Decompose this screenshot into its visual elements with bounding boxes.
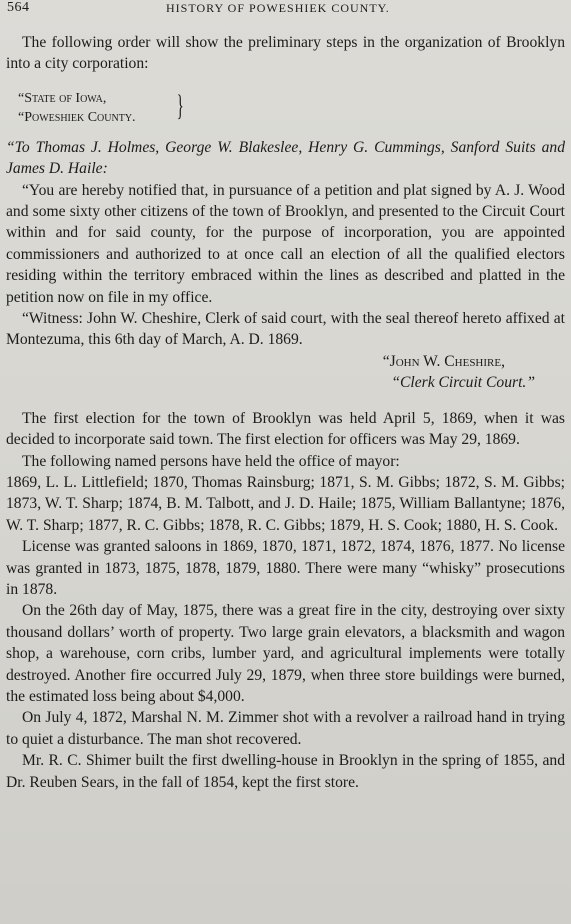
shimer-paragraph: Mr. R. C. Shimer built the first dwelling-house in Brooklyn in the spring of 1855, and Dr. Reuben Sears, in the fall of 1854, kept the first store. [6, 752, 565, 791]
signature-title: “Clerk Circuit Court.” [391, 374, 535, 392]
intro-paragraph: The following order will show the preliminary steps in the organization of Brooklyn into a city corporation: [6, 34, 565, 73]
mayors-intro: The following named persons have held the office of mayor: [22, 452, 400, 470]
page-number: 564 [7, 0, 30, 15]
venue-state: “State of Iowa, [18, 90, 107, 106]
election-paragraph: The first election for the town of Brooklyn was held April 5, 1869, when it was decided to incorporate said town. The first election for officers was May 29, 1869. [6, 409, 565, 449]
fire-paragraph: On the 26th day of May, 1875, there was a great fire in the city, destroying over sixty thousand dollars’ worth of property. Two large grain elevators, a blacksmith and wagon shop, a warehouse, corn cribs, lumber yard, and agricultural implements were totally destroyed. Another fire occurred July 29, 1879, when three store buildings were burned, the estimated loss being about $4,000. [6, 602, 565, 705]
mayors-list: 1869, L. L. Littlefield; 1870, Thomas Rainsburg; 1871, S. M. Gibbs; 1872, S. M. Gibbs; 1873, W. T. Sharp; 1874, B. M. Talbott, and J. D. Haile; 1875, William Ballantyne; 1876, W. T. Sharp; 1877, R. C. Gibbs; 1878, R. C. Gibbs; 1879, H. S. Cook; 1880, H. S. Cook. [6, 473, 565, 534]
section-gap [6, 394, 565, 408]
order-paragraph: “You are hereby notified that, in pursuance of a petition and plat signed by A. J. Wood and some sixty other citizens of the town of Brooklyn, and presented to the Circuit Court within and for said county, for the purpose of incorporation, you are appointed commissioners and authorized to at once call an election of all the qualified electors residing within the territory embraced within the lines as described and platted in the petition now on file in my office. [6, 181, 565, 306]
running-head: HISTORY OF POWESHIEK COUNTY. [166, 1, 390, 15]
license-paragraph: License was granted saloons in 1869, 1870, 1871, 1872, 1874, 1876, 1877. No license was granted in 1873, 1875, 1878, 1879, 1880. There were many “whisky” prosecutions in 1878. [6, 538, 565, 598]
venue-county: “Poweshiek County. [18, 109, 136, 125]
brace-glyph: } [176, 88, 184, 122]
marshal-paragraph: On July 4, 1872, Marshal N. M. Zimmer shot with a revolver a railroad hand in trying to quiet a disturbance. The man shot recovered. [6, 709, 565, 748]
venue-block [18, 89, 565, 127]
witness-paragraph: “Witness: John W. Cheshire, Clerk of said court, with the seal thereof hereto affixed at Montezuma, this 6th day of March, A. D. 1869. [6, 310, 565, 349]
page-header [6, 0, 565, 22]
signature-name: “John W. Cheshire, [382, 352, 505, 370]
addressee-paragraph: “To Thomas J. Holmes, George W. Blakeslee, Henry G. Cummings, Sanford Suits and James D. Haile: [6, 138, 565, 178]
